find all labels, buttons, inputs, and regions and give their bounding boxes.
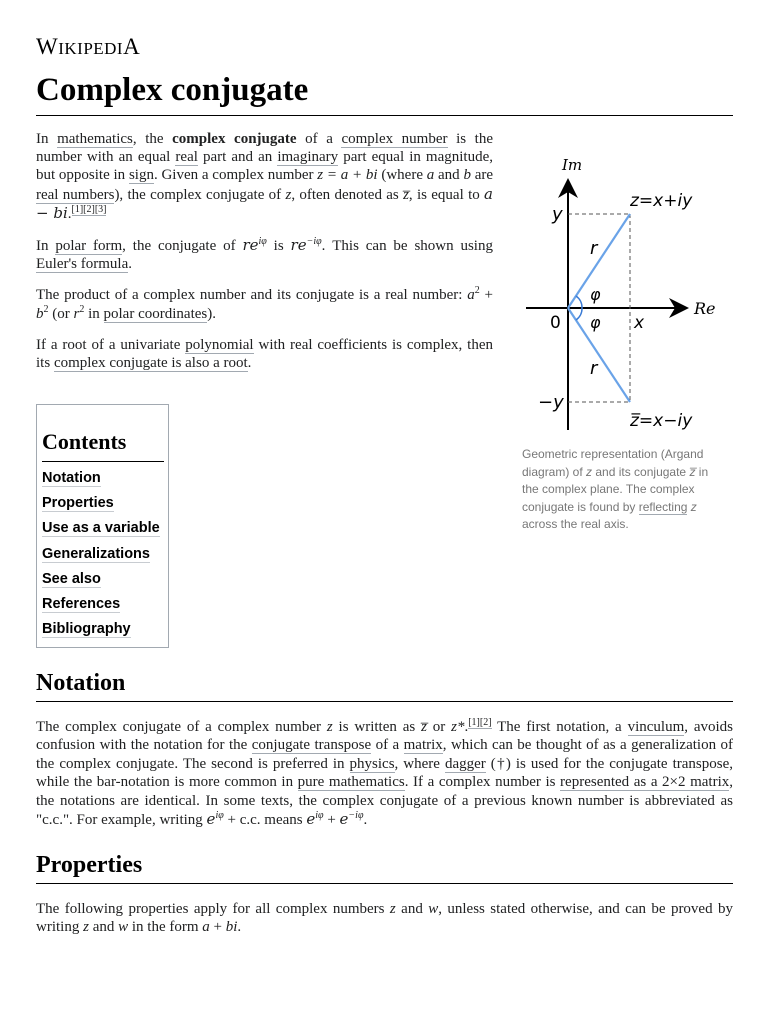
title-divider bbox=[36, 115, 733, 116]
link-matrix[interactable]: matrix bbox=[403, 737, 443, 754]
toc-divider bbox=[42, 461, 164, 462]
lead-section bbox=[36, 130, 493, 385]
link-polar-form[interactable]: polar form bbox=[55, 238, 123, 255]
logo-letter-a: A bbox=[123, 34, 141, 59]
link-mathematics[interactable]: mathematics bbox=[57, 131, 133, 147]
citation-refs[interactable]: [1][2] bbox=[468, 717, 492, 728]
r-label-top: r bbox=[590, 238, 598, 259]
link-pure-mathematics[interactable]: pure mathematics bbox=[297, 774, 405, 791]
link-physics[interactable]: physics bbox=[349, 755, 395, 772]
section-divider bbox=[36, 701, 733, 702]
x-label: x bbox=[634, 313, 645, 333]
link-complex-conjugate-root-theorem[interactable]: complex conjugate is also a root bbox=[53, 355, 248, 372]
phi-label-bottom: φ bbox=[590, 313, 601, 332]
link-imaginary[interactable]: imaginary bbox=[277, 149, 339, 166]
toc-item-use-as-a-variable[interactable]: Use as a variable bbox=[42, 520, 160, 537]
z-label: z=x+iy bbox=[630, 191, 693, 211]
math-expression: z = a + bi bbox=[317, 167, 378, 184]
y-label: y bbox=[552, 204, 563, 225]
logo-letters: IKIPEDI bbox=[58, 39, 124, 58]
toc-heading: Contents bbox=[42, 429, 127, 454]
bold-term: complex conjugate bbox=[172, 131, 297, 147]
neg-y-label: −y bbox=[538, 392, 564, 413]
link-real[interactable]: real bbox=[175, 149, 198, 166]
lead-paragraph-4: If a root of a univariate polynomial with real coefficients is complex, then its complex conjugate is also a root. bbox=[36, 336, 493, 372]
link-sign[interactable]: sign bbox=[128, 167, 154, 184]
link-matrix-representation[interactable]: represented as a 2×2 matrix bbox=[560, 774, 730, 791]
page-title: Complex conjugate bbox=[36, 72, 309, 108]
properties-paragraph: The following properties apply for all complex numbers z and w, unless stated otherwise, and can be proved by writing z and w in the form a + bi. bbox=[36, 901, 733, 936]
angle-arc bbox=[576, 308, 582, 320]
link-vinculum[interactable]: vinculum bbox=[627, 719, 685, 735]
zbar-label: z̅=x−iy bbox=[630, 411, 693, 431]
table-of-contents bbox=[36, 404, 169, 648]
section-heading-properties: Properties bbox=[36, 852, 143, 878]
logo-letter-w: W bbox=[36, 34, 59, 59]
link-dagger[interactable]: dagger bbox=[444, 755, 486, 772]
toc-item-see-also[interactable]: See also bbox=[42, 570, 101, 587]
link-real-numbers[interactable]: real numbers bbox=[36, 186, 115, 203]
citation-refs[interactable]: [1][2][3] bbox=[71, 203, 107, 215]
section-heading-notation: Notation bbox=[36, 670, 126, 696]
section-divider bbox=[36, 883, 733, 884]
link-reflection[interactable]: reflecting bbox=[638, 499, 688, 514]
angle-arc bbox=[576, 296, 582, 308]
toc-item-generalizations[interactable]: Generalizations bbox=[42, 545, 150, 562]
phi-label-top: φ bbox=[590, 285, 601, 304]
argand-diagram bbox=[510, 148, 740, 438]
r-label-bottom: r bbox=[590, 358, 598, 379]
figure-caption: Geometric representation (Argand diagram) of z and its conjugate z̅ in the complex plane. The complex conjugate is found by reflecting z across the real axis. bbox=[522, 447, 709, 531]
wikipedia-logo[interactable] bbox=[36, 34, 140, 60]
origin-label: 0 bbox=[550, 313, 561, 333]
toc-item-bibliography[interactable]: Bibliography bbox=[42, 621, 131, 638]
link-polar-coordinates[interactable]: polar coordinates bbox=[103, 305, 208, 322]
link-complex-number[interactable]: complex number bbox=[341, 131, 448, 147]
im-label: Im bbox=[562, 156, 583, 174]
re-label: Re bbox=[694, 299, 716, 318]
toc-item-notation[interactable]: Notation bbox=[42, 470, 101, 486]
toc-item-properties[interactable]: Properties bbox=[42, 495, 114, 512]
link-polynomial[interactable]: polynomial bbox=[185, 336, 254, 353]
link-eulers-formula[interactable]: Euler's formula bbox=[36, 256, 129, 273]
toc-item-references[interactable]: References bbox=[42, 595, 121, 612]
notation-paragraph: The complex conjugate of a complex number z is written as z̅ or z*.[1][2] The first notation, a vinculum, avoids confusion with the notation for the conjugate transpose of a matrix, which can be thought of as a generalization of the complex conjugate. The second is preferred in physics, where dagger (†) is used for the conjugate transpose, while the bar-notation is more common in pure mathematics. If a complex number is represented as a 2×2 matrix, the notations are identical. In some texts, the complex conjugate of a previous known number is abbreviated as "c.c.". For example, writing $e^{i\varphi} + c.c$. means $e^{i\varphi} + e^{-i\varphi}$. bbox=[36, 717, 734, 829]
math-expression: a − bi bbox=[36, 184, 493, 222]
lead-paragraph-1: In mathematics, the complex conjugate of a complex number is the number with an equal real part and an imaginary part equal in magnitude, but opposite in sign. Given a complex number z = a + bi (where a and b are real numbers), the complex conjugate of z, often denoted as z̅, is equal to a − bi.[1][2][3] bbox=[36, 131, 494, 222]
lead-paragraph-3: The product of a complex number and its conjugate is a real number: $a^2 + b^2$ (or $r^2$ in polar coordinates). bbox=[36, 285, 493, 322]
link-conjugate-transpose[interactable]: conjugate transpose bbox=[251, 737, 372, 754]
toc-list bbox=[42, 468, 160, 644]
lead-paragraph-2: In polar form, the conjugate of $re^{i\varphi}$ is $re^{-i\varphi}$. This can be shown using Euler's formula. bbox=[36, 236, 493, 273]
